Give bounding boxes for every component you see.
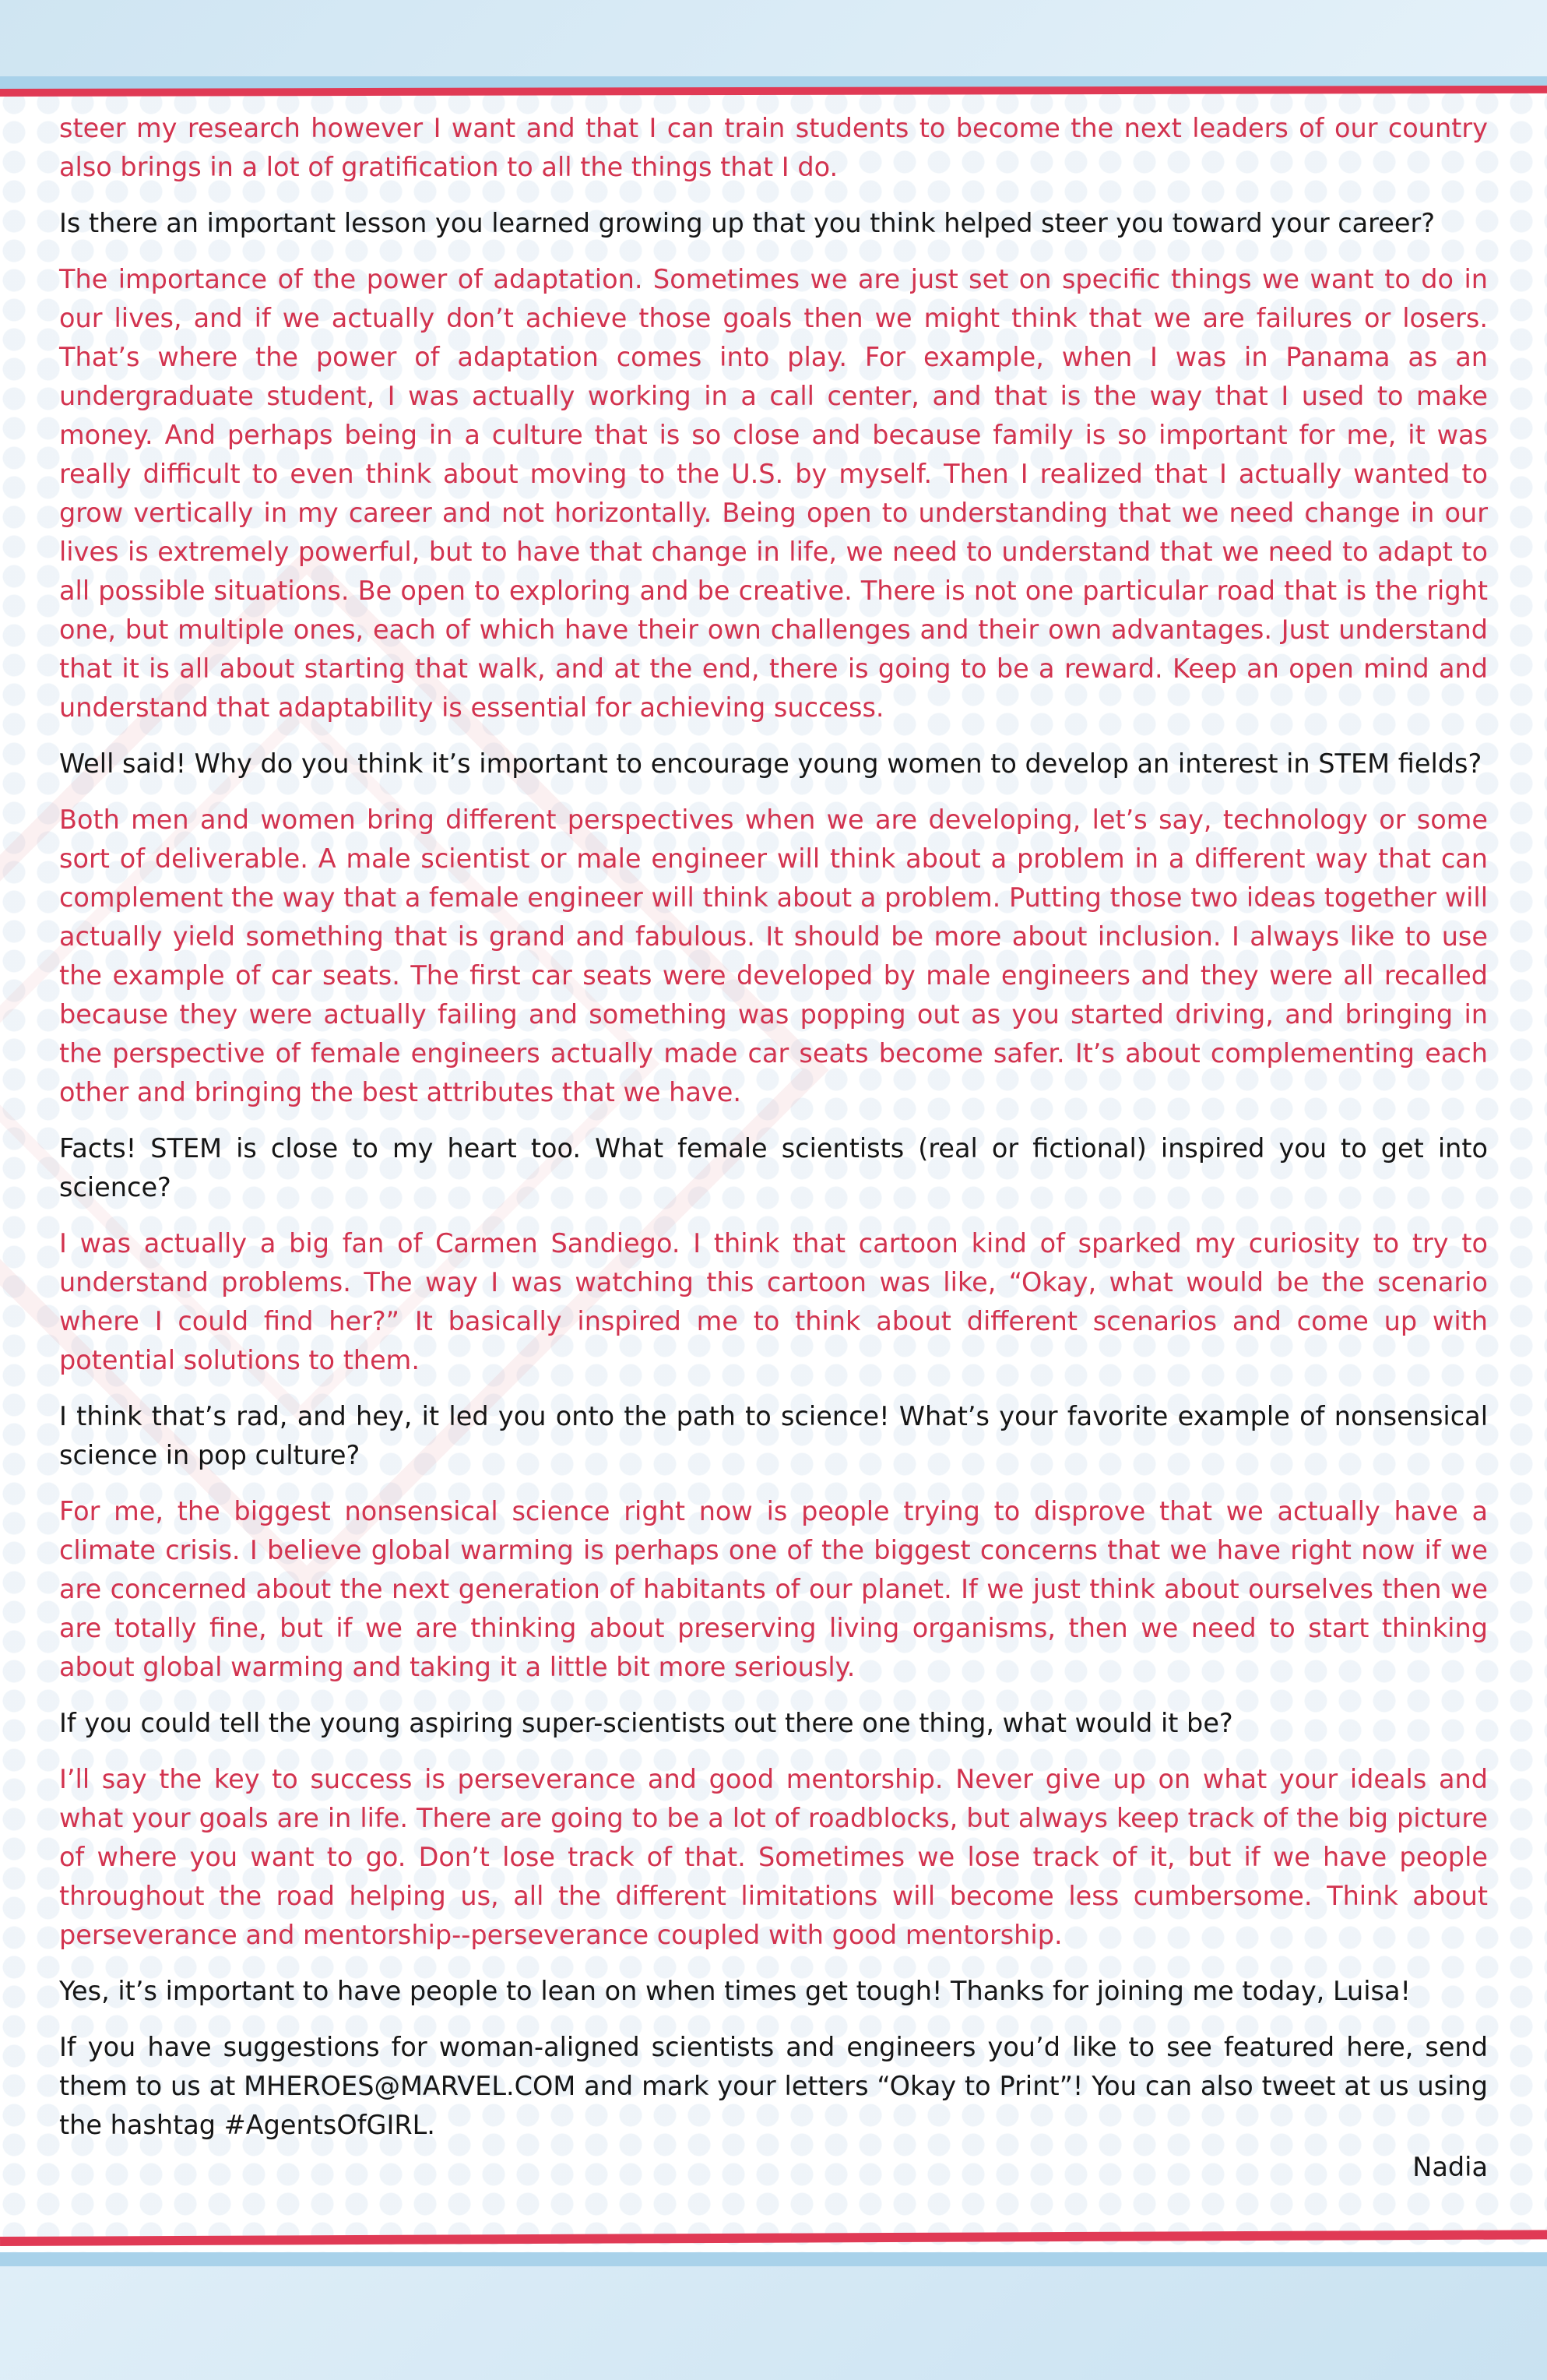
question-paragraph: Is there an important lesson you learned growing up that you think helped steer you toward your career?: [59, 208, 1435, 238]
question-paragraph: I think that’s rad, and hey, it led you onto the path to science! What’s your favorite example of nonsensical science in pop culture?: [59, 1401, 1488, 1470]
question-paragraph: If you could tell the young aspiring super-scientists out there one thing, what would it be?: [59, 1708, 1233, 1738]
answer-paragraph: I’ll say the key to success is perseverance and good mentorship. Never give up on what your ideals and what your goals are in life. There are going to be a lot of roadblocks, but always keep track of the big picture of where you want to go. Don’t lose track of that. Sometimes we lose track of it, but if we have people throughout the road helping us, all the different limitations will become less cumbersome. Think about perseverance and mentorship--perseverance coupled with good mentorship.: [59, 1764, 1488, 1950]
interview-body: [59, 109, 1488, 2204]
question-paragraph: Facts! STEM is close to my heart too. What female scientists (real or fictional) inspired you to get into science?: [59, 1133, 1488, 1202]
answer-paragraph: For me, the biggest nonsensical science right now is people trying to disprove that we actually have a climate crisis. I believe global warming is perhaps one of the biggest concerns that we have right now if we are concerned about the next generation of habitants of our planet. If we just think about ourselves then we are totally fine, but if we are thinking about preserving living organisms, then we need to start thinking about global warming and taking it a little bit more seriously.: [59, 1496, 1488, 1682]
bottom-frame-band: [0, 2252, 1547, 2266]
submission-note: If you have suggestions for woman-aligned scientists and engineers you’d like to see featured here, send them to us at MHEROES@MARVEL.COM and mark your letters “Okay to Print”! You can also tweet at us using the hashtag #AgentsOfGIRL.: [59, 2032, 1488, 2140]
answer-paragraph: steer my research however I want and that I can train students to become the next leaders of our country also brings in a lot of gratification to all the things that I do.: [59, 113, 1488, 182]
answer-paragraph: I was actually a big fan of Carmen Sandiego. I think that cartoon kind of sparked my curiosity to try to understand problems. The way I was watching this cartoon was like, “Okay, what would be the scenario where I could find her?” It basically inspired me to think about different scenarios and come up with potential solutions to them.: [59, 1228, 1488, 1375]
answer-paragraph: The importance of the power of adaptation. Sometimes we are just set on specific things we want to do in our lives, and if we actually don’t achieve those goals then we might think that we are failures or losers. That’s where the power of adaptation comes into play. For example, when I was in Panama as an undergraduate student, I was actually working in a call center, and that is the way that I used to make money. And perhaps being in a culture that is so close and because family is so important for me, it was really difficult to even think about moving to the U.S. by myself. Then I realized that I actually wanted to grow vertically in my career and not horizontally. Being open to understanding that we need change in our lives is extremely powerful, but to have that change in life, we need to understand that we need to adapt to all possible situations. Be open to exploring and be creative. There is not one particular road that is the right one, but multiple ones, each of which have their own challenges and their own advantages. Just understand that it is all about starting that walk, and at the end, there is going to be a reward. Keep an open mind and understand that adaptability is essential for achieving success.: [59, 264, 1488, 723]
closing-remark: Yes, it’s important to have people to lean on when times get tough! Thanks for joining me today, Luisa!: [59, 1976, 1411, 2006]
signature: Nadia: [1412, 2152, 1488, 2182]
question-paragraph: Well said! Why do you think it’s important to encourage young women to develop an interest in STEM fields?: [59, 748, 1482, 779]
answer-paragraph: Both men and women bring different perspectives when we are developing, let’s say, technology or some sort of deliverable. A male scientist or male engineer will think about a problem in a different way that can complement the way that a female engineer will think about a problem. Putting those two ideas together will actually yield something that is grand and fabulous. It should be more about inclusion. I always like to use the example of car seats. The first car seats were developed by male engineers and they were all recalled because they were actually failing and something was popping out as you started driving, and bringing in the perspective of female engineers actually made car seats become safer. It’s about complementing each other and bringing the best attributes that we have.: [59, 804, 1488, 1107]
